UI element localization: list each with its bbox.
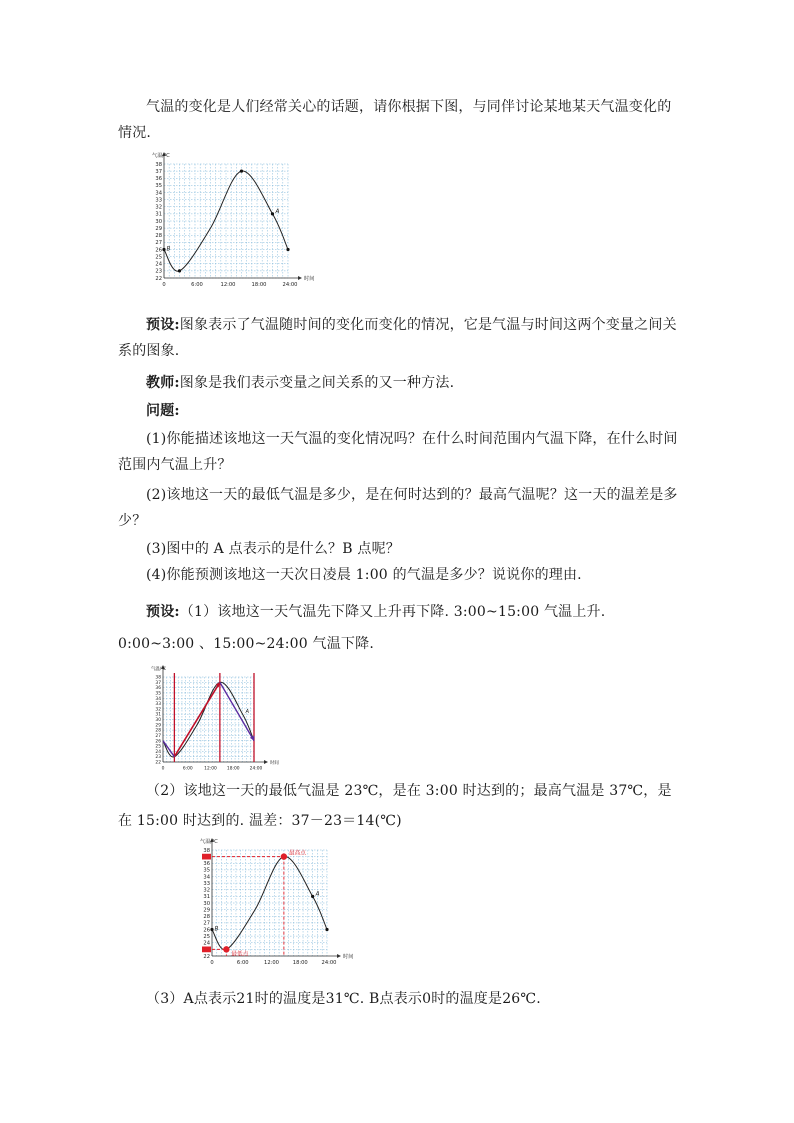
- answer-2-paragraph: （2）该地这一天的最低气温是 23℃，是在 3:00 时达到的；最高气温是 37℃，是在 15:00 时达到的. 温差：37－23＝14(℃): [118, 783, 672, 829]
- answer-1-paragraph: [118, 596, 678, 660]
- question-3: (3)图中的 A 点表示的是什么？B 点呢？: [146, 541, 400, 557]
- y-tick-label: 34: [155, 190, 162, 197]
- point-b-dot: [162, 248, 165, 251]
- point-a-dot: [311, 895, 314, 898]
- y-tick-label: 36: [203, 861, 210, 868]
- point-a-label: A: [275, 208, 280, 215]
- y-tick-label: 32: [155, 707, 161, 713]
- y-tick-label: 23: [155, 755, 161, 761]
- y-tick-label: 31: [203, 894, 210, 901]
- x-tick-label: 24:00: [249, 766, 263, 772]
- y-tick-label: 34: [155, 696, 161, 702]
- point-a-label: A: [245, 709, 249, 716]
- answer-1-label: 预设:: [146, 604, 180, 620]
- x-tick-label: 24:00: [282, 282, 298, 289]
- x-tick-label: 12:00: [264, 960, 279, 967]
- x-tick-label: 6:00: [182, 766, 193, 772]
- preview-text: 图象表示了气温随时间的变化而变化的情况，它是气温与时间这两个变量之间关系的图象.: [118, 317, 677, 359]
- max-point-dot: [281, 853, 287, 859]
- x-axis-arrow: [298, 276, 302, 280]
- preview-label: 预设:: [146, 317, 180, 333]
- y-tick-label: 27: [203, 920, 210, 927]
- y-tick-label: 28: [155, 728, 161, 734]
- y-tick-label: 28: [203, 914, 210, 921]
- fall-arrow-line-1: [163, 741, 174, 757]
- questions-label: 问题:: [146, 403, 180, 419]
- preview-paragraph: [118, 312, 678, 364]
- x-tick-label: 24:00: [321, 960, 337, 967]
- chart-svg-1: [143, 148, 323, 296]
- y-tick-label: 23: [155, 268, 162, 275]
- y-tick-label: 27: [155, 240, 162, 247]
- y-axis-title: 气温/℃: [152, 153, 170, 159]
- chart-svg-2: [143, 665, 288, 775]
- y-tick-label: 22: [203, 953, 210, 960]
- temperature-chart-2: [143, 665, 288, 779]
- y-tick-label: 38: [155, 675, 161, 681]
- point-a-dot: [271, 212, 274, 215]
- min-point-dot: [178, 269, 181, 272]
- x-tick-label: 18:00: [251, 282, 267, 289]
- y-tick-label: 24: [155, 749, 161, 755]
- y-tick-label: 33: [155, 197, 162, 204]
- y-tick-label: 29: [155, 723, 161, 729]
- y-tick-label: 35: [155, 691, 161, 697]
- y-tick-label: 36: [155, 686, 161, 692]
- point-b-dot: [210, 928, 213, 931]
- teacher-text: 图象是我们表示变量之间关系的又一种方法.: [179, 375, 455, 391]
- temperature-chart-3: [195, 838, 357, 974]
- x-axis-arrow: [264, 760, 268, 764]
- y-tick-label: 34: [203, 874, 210, 881]
- y-tick-label: 24: [155, 261, 162, 268]
- x-axis-title: 时间: [304, 276, 315, 283]
- y-tick-label: 31: [155, 712, 161, 718]
- end-point-dot: [325, 928, 328, 931]
- x-axis-title: 时间: [343, 954, 354, 961]
- x-tick-label: 12:00: [220, 282, 236, 289]
- x-tick-label: 6:00: [236, 960, 249, 967]
- y-tick-label: 32: [203, 887, 210, 894]
- x-tick-label: 0: [210, 960, 214, 967]
- x-tick-label: 18:00: [226, 766, 240, 772]
- y-tick-label: 29: [203, 907, 210, 914]
- y-tick-label: 38: [203, 847, 210, 854]
- question-4: (4)你能预测该地这一天次日凌晨 1:00 的气温是多少？说说你的理由.: [146, 567, 582, 583]
- answer-1-text: （1）该地这一天气温先下降又上升再下降. 3:00~15:00 气温上升. 0:00~3:00 、15:00~24:00 气温下降.: [118, 604, 606, 652]
- y-tick-label: 30: [155, 718, 161, 724]
- y-tick-label: 37: [155, 168, 162, 175]
- x-tick-label: 6:00: [191, 282, 203, 289]
- question-2: (2)该地这一天的最低气温是多少，是在何时达到的？最高气温呢？这一天的温差是多少？: [118, 487, 678, 529]
- min-point-dot: [223, 946, 229, 952]
- y-tick-label: 26: [155, 739, 161, 745]
- y-tick-label: 35: [155, 183, 162, 190]
- y-tick-label: 36: [155, 176, 162, 183]
- y-tick-label: 25: [155, 744, 161, 750]
- max-point-dot: [240, 170, 243, 173]
- y-tick-label: 26: [203, 927, 210, 934]
- y-tick-label: 38: [155, 161, 162, 168]
- y-tick-label: 30: [203, 900, 210, 907]
- y-tick-label: 35: [203, 867, 210, 874]
- y-tick-label: 22: [155, 760, 161, 766]
- teacher-label: 教师:: [146, 375, 180, 391]
- y-tick-label: 24: [203, 940, 210, 947]
- y-tick-label: 32: [155, 204, 162, 211]
- answer-3-paragraph: （3）A点表示21时的温度是31℃. B点表示0时的温度是26℃.: [146, 991, 541, 1007]
- y-tick-label: 25: [155, 254, 162, 261]
- y-axis-title: 气温/℃: [200, 839, 218, 845]
- y-tick-label: 29: [155, 225, 162, 232]
- x-axis-title: 时间: [270, 760, 279, 766]
- x-tick-label: 12:00: [204, 766, 217, 772]
- point-a-label: A: [315, 891, 320, 898]
- y-axis-title: 气温/℃: [151, 667, 167, 672]
- y-tick-label: 33: [203, 880, 210, 887]
- question-1: (1)你能描述该地这一天气温的变化情况吗？在什么时间范围内气温下降，在什么时间范围内气温上升？: [118, 431, 678, 473]
- y-tick-label: 33: [155, 702, 161, 708]
- x-tick-label: 18:00: [292, 960, 308, 967]
- max-point-label: 最高点: [288, 850, 306, 857]
- temperature-chart-1: [143, 148, 323, 300]
- min-point-label: 最低点: [231, 951, 249, 958]
- point-b-label: B: [166, 246, 171, 253]
- y-tick-label: 22: [155, 275, 162, 282]
- x-axis-arrow: [337, 954, 341, 958]
- x-tick-label: 0: [162, 282, 166, 289]
- y-tick-label: 28: [155, 233, 162, 240]
- y-tick-label: 27: [155, 733, 161, 739]
- y-tick-label: 37: [155, 680, 161, 686]
- point-b-label: B: [214, 926, 219, 933]
- y-tick-label: 26: [155, 247, 162, 254]
- y-tick-label: 31: [155, 211, 162, 218]
- chart-svg-3: [195, 838, 357, 970]
- x-tick-label: 0: [161, 766, 165, 772]
- y-tick-label: 25: [203, 933, 210, 940]
- intro-paragraph: 气温的变化是人们经常关心的话题，请你根据下图，与同伴讨论某地某天气温变化的情况.: [118, 99, 672, 141]
- max-value-highlight: [202, 854, 211, 860]
- teacher-paragraph: [118, 370, 678, 396]
- end-point-dot: [286, 248, 289, 251]
- y-tick-label: 30: [155, 218, 162, 225]
- min-value-highlight: [202, 947, 211, 953]
